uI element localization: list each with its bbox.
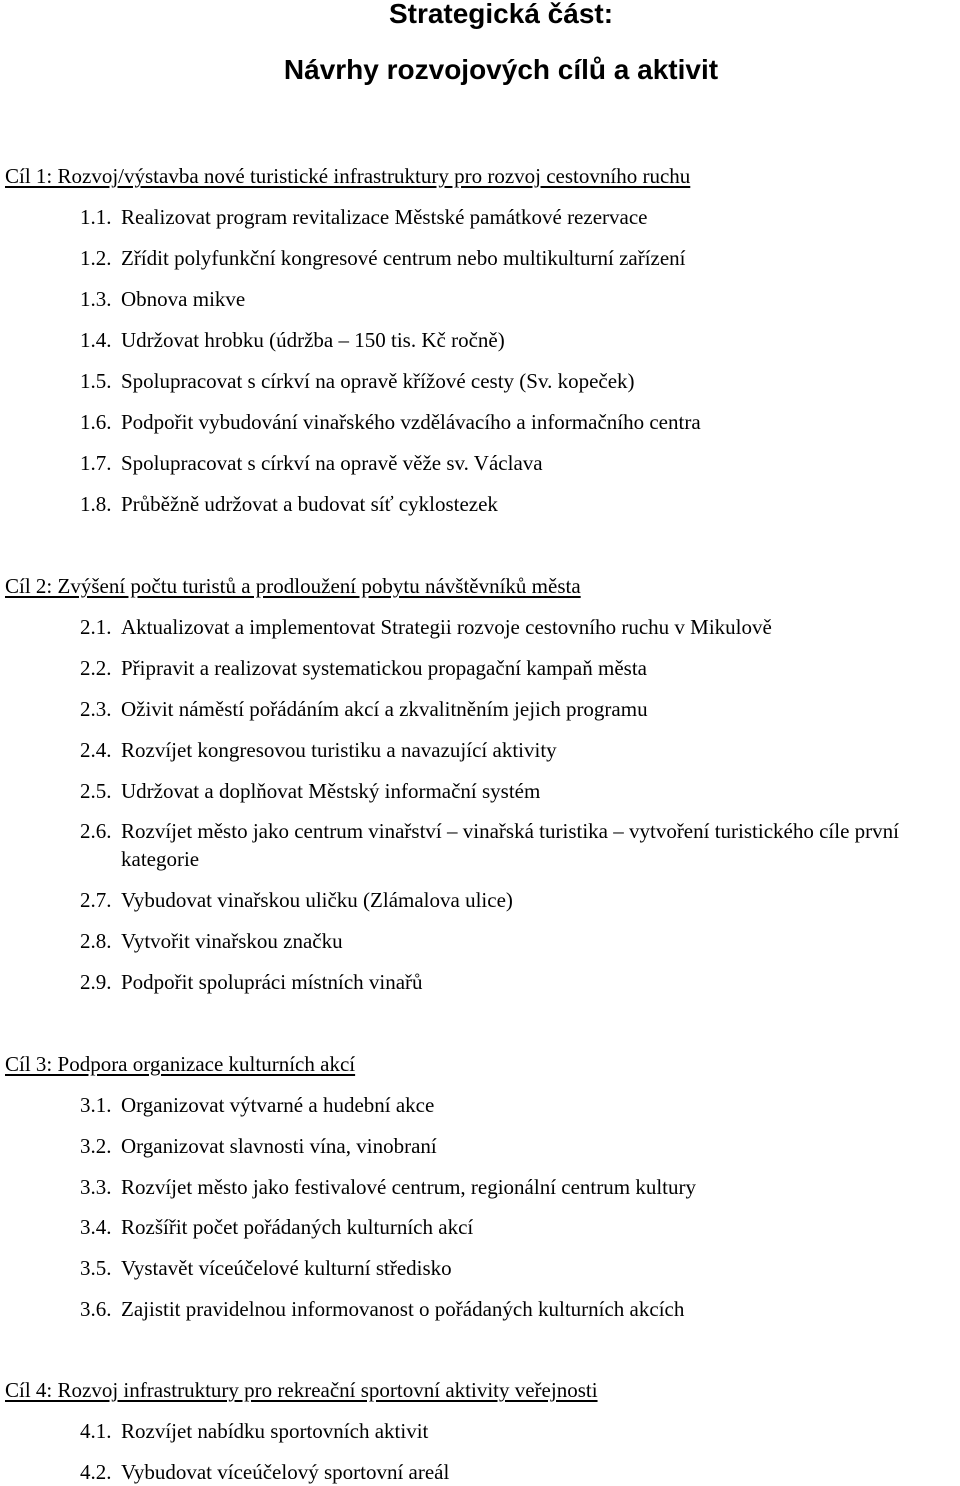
goal-2-item [80, 927, 960, 955]
item-number: 3.2. [80, 1134, 112, 1158]
item-number: 1.3. [80, 287, 112, 311]
item-text: Rozšířit počet pořádaných kulturních akcí [121, 1215, 474, 1239]
item-text: Podpořit vybudování vinařského vzdělávacího a informačního centra [121, 410, 701, 434]
item-number: 2.4. [80, 738, 112, 762]
page-subtitle: Návrhy rozvojových cílů a aktivit [283, 54, 719, 85]
item-text: Rozvíjet kongresovou turistiku a navazující aktivity [121, 738, 557, 762]
goal-1-item [80, 203, 960, 231]
goal-2-item [80, 695, 960, 723]
goal-2-item [80, 968, 960, 996]
item-number: 3.1. [80, 1093, 112, 1117]
item-text: Zajistit pravidelnou informovanost o pořádaných kulturních akcích [121, 1297, 685, 1321]
item-text: Průběžně udržovat a budovat síť cyklostezek [121, 492, 498, 516]
goal-4-heading: Cíl 4: Rozvoj infrastruktury pro rekreační sportovní aktivity veřejnosti [5, 1378, 598, 1402]
goal-2-item [80, 613, 960, 641]
item-number: 1.4. [80, 328, 112, 352]
item-number: 3.6. [80, 1297, 112, 1321]
item-number: 2.3. [80, 697, 112, 721]
item-text: Aktualizovat a implementovat Strategii rozvoje cestovního ruchu v Mikulově [121, 615, 772, 639]
item-number: 2.5. [80, 779, 112, 803]
item-text: Realizovat program revitalizace Městské památkové rezervace [121, 205, 648, 229]
item-text: Spolupracovat s církví na opravě věže sv. Václava [121, 451, 543, 475]
goal-1-item [80, 490, 960, 518]
item-number: 2.7. [80, 888, 112, 912]
goal-4-item [80, 1417, 960, 1445]
goal-1-heading: Cíl 1: Rozvoj/výstavba nové turistické infrastruktury pro rozvoj cestovního ruchu [5, 164, 691, 188]
page-title: Strategická část: [388, 0, 614, 29]
item-text: Organizovat výtvarné a hudební akce [121, 1093, 435, 1117]
goal-3-heading: Cíl 3: Podpora organizace kulturních akcí [5, 1052, 356, 1076]
item-number: 2.1. [80, 615, 112, 639]
item-number: 1.1. [80, 205, 112, 229]
goal-1-item [80, 408, 960, 436]
goal-3-item [80, 1254, 960, 1282]
goal-1-item [80, 326, 960, 354]
goal-4-item [80, 1458, 960, 1486]
goal-1-item [80, 285, 960, 313]
item-number: 3.5. [80, 1256, 112, 1280]
item-number: 1.7. [80, 451, 112, 475]
item-text: Obnova mikve [121, 287, 246, 311]
item-number: 1.6. [80, 410, 112, 434]
goal-3-item [80, 1213, 960, 1241]
item-number: 2.6. [80, 819, 112, 843]
item-number: 1.2. [80, 246, 112, 270]
item-text: Udržovat hrobku (údržba – 150 tis. Kč ročně) [121, 328, 505, 352]
item-number: 1.8. [80, 492, 112, 516]
goal-2-item [80, 886, 960, 914]
item-text: Vytvořit vinařskou značku [121, 929, 343, 953]
goal-2-item [80, 777, 960, 805]
goal-3-item [80, 1173, 960, 1201]
item-text: Podpořit spolupráci místních vinařů [121, 970, 423, 994]
item-number: 2.2. [80, 656, 112, 680]
goal-2-heading: Cíl 2: Zvýšení počtu turistů a prodloužení pobytu návštěvníků města [5, 574, 581, 598]
item-number: 4.2. [80, 1460, 112, 1484]
item-text: Spolupracovat s církví na opravě křížové cesty (Sv. kopeček) [121, 369, 635, 393]
goal-1-item [80, 244, 960, 272]
item-text: Rozvíjet město jako festivalové centrum, regionální centrum kultury [121, 1175, 697, 1199]
item-number: 2.9. [80, 970, 112, 994]
item-text: Udržovat a doplňovat Městský informační systém [121, 779, 541, 803]
item-text: Rozvíjet město jako centrum vinařství – vinařská turistika – vytvoření turistického cíle první kategorie [121, 819, 899, 871]
item-text: Vybudovat víceúčelový sportovní areál [121, 1460, 450, 1484]
item-text: Vybudovat vinařskou uličku (Zlámalova ulice) [121, 888, 513, 912]
item-number: 2.8. [80, 929, 112, 953]
goal-2-item [80, 736, 960, 764]
goal-1-item [80, 367, 960, 395]
item-number: 3.4. [80, 1215, 112, 1239]
goal-3-item [80, 1295, 960, 1323]
goal-3-item [80, 1132, 960, 1160]
goal-1-item [80, 449, 960, 477]
item-number: 4.1. [80, 1419, 112, 1443]
item-text: Zřídit polyfunkční kongresové centrum nebo multikulturní zařízení [121, 246, 686, 270]
item-text: Oživit náměstí pořádáním akcí a zkvalitněním jejich programu [121, 697, 648, 721]
goal-3-item [80, 1091, 960, 1119]
goal-2-item [80, 817, 960, 873]
item-text: Připravit a realizovat systematickou propagační kampaň města [121, 656, 647, 680]
goal-2-item [80, 654, 960, 682]
item-number: 1.5. [80, 369, 112, 393]
item-text: Organizovat slavnosti vína, vinobraní [121, 1134, 437, 1158]
item-number: 3.3. [80, 1175, 112, 1199]
item-text: Rozvíjet nabídku sportovních aktivit [121, 1419, 429, 1443]
item-text: Vystavět víceúčelové kulturní středisko [121, 1256, 452, 1280]
